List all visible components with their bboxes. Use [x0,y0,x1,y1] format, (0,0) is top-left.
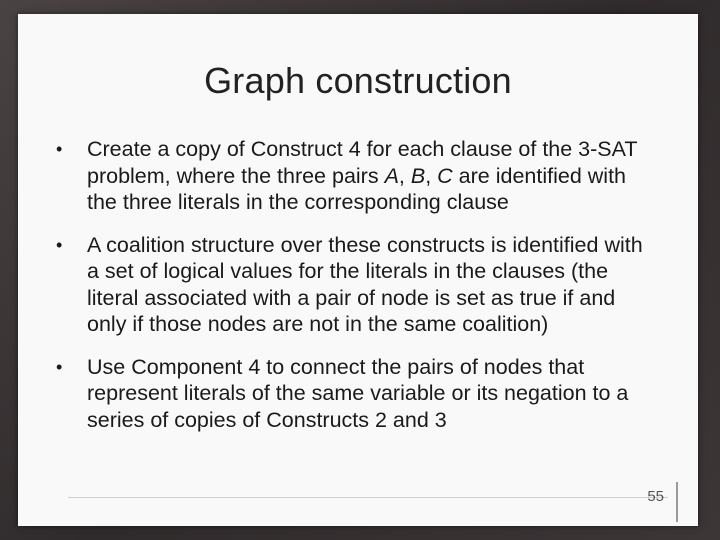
slide-title: Graph construction [204,60,512,101]
bullet-item [54,232,654,338]
bullet-list [54,136,654,449]
bullet-item [54,354,654,434]
bullet-marker: • [56,139,63,159]
page-number: 55 [647,488,664,505]
bullet-marker: • [56,234,63,255]
footer-accent-bar [676,482,678,522]
bullet-item [54,136,654,216]
slide [18,14,698,526]
bullet-marker: • [56,356,63,377]
bullet-text: A coalition structure over these constructs is identified with a set of logical values for the literals in the clauses (the literal associated with a pair of node is set as true if and only if those nodes are not in the same coalition) [87,232,643,336]
footer-divider [68,497,668,498]
bullet-text: Use Component 4 to connect the pairs of nodes that represent literals of the same variable or its negation to a series of copies of Constructs 2 and 3 [87,354,629,432]
bullet-text: Create a copy of Construct 4 for each clause of the 3-SAT problem, where the three pairs A, B, C are identified with the three literals in the corresponding clause [87,137,638,214]
